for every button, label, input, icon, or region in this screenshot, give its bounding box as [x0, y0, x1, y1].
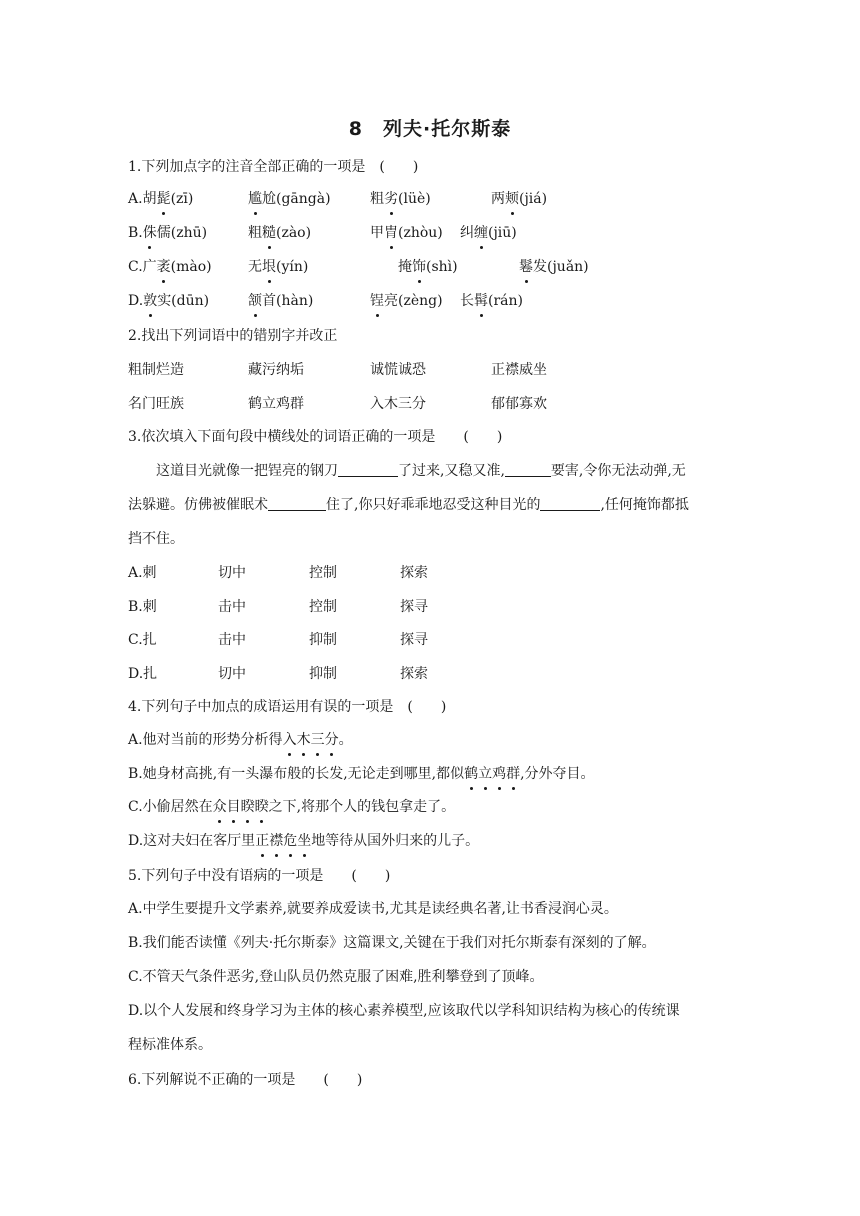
phonetic-annotation: 儒(zhū) [156, 225, 208, 241]
option-prefix: 长 [460, 293, 474, 309]
q3-passage-line-1 [128, 461, 748, 481]
q4-option-b: B.她身材高挑,有一头瀑布般的长发,无论走到哪里,都似鹤立鸡群,分外夺目。 [128, 766, 595, 782]
phonetic-annotation: (zào) [276, 225, 312, 241]
q1-option-item [398, 257, 458, 277]
q3-passage-line-2 [128, 495, 748, 515]
phonetic-annotation: 首(hàn) [262, 293, 314, 309]
q3-option-label: A.刺 [128, 565, 157, 581]
q1-option-item [128, 257, 212, 277]
q3-option-word: 探索 [400, 565, 428, 581]
dotted-character: 鸡 [492, 766, 507, 782]
option-prefix: 纠 [460, 225, 474, 241]
passage-text: 法躲避。仿佛被催眠术 [128, 497, 268, 513]
q2-word: 粗制烂造 [128, 362, 184, 378]
q3-option-word: 控制 [309, 565, 337, 581]
option-prefix: 粗 [370, 191, 384, 207]
passage-text: 住了,你只好乖乖地忍受这种目光的 [326, 497, 541, 513]
q1-option-item [370, 291, 443, 311]
dotted-character: 尴 [248, 191, 262, 207]
q3-passage-line-3: 挡不住。 [128, 531, 184, 547]
q3-option-word: 切中 [218, 565, 246, 581]
option-prefix: 掩 [398, 259, 412, 275]
q3-option-word: 抑制 [309, 666, 337, 682]
q5-option-a: A.中学生要提升文学素养,就要养成爱读书,尤其是读经典名著,让书香浸润心灵。 [128, 901, 618, 917]
phonetic-annotation: (rán) [488, 293, 523, 309]
dotted-character: 胄 [384, 225, 398, 241]
dotted-character: 髯 [474, 293, 488, 309]
q3-option-word: 击中 [218, 632, 246, 648]
dotted-character: 襟 [269, 833, 284, 849]
dotted-character: 袤 [156, 259, 171, 275]
phonetic-annotation: 实(dūn) [157, 293, 210, 309]
dotted-character: 垠 [262, 259, 276, 275]
dotted-idiom [255, 833, 311, 849]
dotted-character: 睽 [254, 799, 269, 815]
q4-option-a: A.他对当前的形势分析得入木三分。 [128, 732, 353, 748]
q5-option-d-line-2: 程标准体系。 [128, 1037, 212, 1053]
option-prefix: 无 [248, 259, 262, 275]
passage-text: 这道目光就像一把锃亮的钢刀 [156, 463, 338, 479]
dotted-character: 缠 [474, 225, 488, 241]
q3-option-word: 控制 [309, 599, 337, 615]
dotted-character: 坐 [297, 833, 312, 849]
q2-word: 鹤立鸡群 [248, 396, 304, 412]
q1-option-item [370, 189, 431, 209]
option-prefix: B. [128, 225, 143, 241]
dotted-idiom [283, 732, 339, 748]
q5-option-d-line-1: D.以个人发展和终身学习为主体的核心素养模型,应该取代以学科知识结构为核心的传统课 [128, 1003, 680, 1019]
phonetic-annotation: (lüè) [398, 191, 431, 207]
dotted-character: 立 [478, 766, 493, 782]
dotted-character: 侏 [142, 225, 157, 241]
q1-option-item [248, 257, 308, 277]
q1-option-item [460, 223, 517, 243]
dotted-character: 众 [212, 799, 227, 815]
q3-option-word: 抑制 [309, 632, 337, 648]
lesson-name: 列夫·托尔斯泰 [383, 118, 512, 140]
option-prefix: C.广 [128, 259, 157, 275]
q4-stem: 4.下列句子中加点的成语运用有误的一项是 ( ) [128, 699, 447, 715]
passage-text: 要害,令你无法动弹,无 [550, 463, 686, 479]
fill-blank-3 [268, 496, 326, 511]
q2-word: 正襟威坐 [491, 362, 547, 378]
q2-word: 入木三分 [370, 396, 426, 412]
phonetic-annotation: (mào) [170, 259, 212, 275]
fill-blank-1 [338, 462, 398, 477]
q1-option-item [491, 189, 547, 209]
dotted-character: 髭 [156, 191, 171, 207]
q1-option-item [248, 223, 311, 243]
q2-word: 名门旺族 [128, 396, 184, 412]
q2-word: 郁郁寡欢 [491, 396, 547, 412]
dotted-character: 睽 [240, 799, 255, 815]
phonetic-annotation: (zī) [170, 191, 194, 207]
lesson-title [0, 114, 860, 141]
q3-option-word: 击中 [218, 599, 246, 615]
dotted-character: 三 [310, 732, 325, 748]
q2-word: 藏污纳垢 [248, 362, 304, 378]
lesson-number: 8 [348, 118, 363, 140]
dotted-character: 敦 [143, 293, 158, 309]
q3-option-word: 切中 [218, 666, 246, 682]
phonetic-annotation: 尬(gāngà) [262, 191, 331, 207]
dotted-character: 目 [226, 799, 241, 815]
q1-option-item [519, 257, 589, 277]
dotted-character: 颔 [248, 293, 262, 309]
option-prefix: A.胡 [128, 191, 157, 207]
q1-option-item [370, 223, 443, 243]
q1-option-item [248, 291, 313, 311]
dotted-character: 群 [506, 766, 521, 782]
dotted-idiom [213, 799, 269, 815]
q3-option-word: 探寻 [400, 599, 428, 615]
dotted-character: 木 [296, 732, 311, 748]
dotted-character: 劣 [384, 191, 398, 207]
dotted-character: 正 [255, 833, 270, 849]
q5-option-b: B.我们能否读懂《列夫·托尔斯泰》这篇课文,关键在于我们对托尔斯泰有深刻的了解。 [128, 935, 656, 951]
phonetic-annotation: 发(juǎn) [533, 259, 589, 275]
q1-option-item [128, 223, 207, 243]
dotted-character: 锃 [370, 293, 384, 309]
dotted-character: 分 [324, 732, 339, 748]
dotted-character: 危 [283, 833, 298, 849]
q3-stem: 3.依次填入下面句段中横线处的词语正确的一项是 ( ) [128, 429, 503, 445]
q6-stem: 6.下列解说不正确的一项是 ( ) [128, 1072, 363, 1088]
phonetic-annotation: (zhòu) [398, 225, 443, 241]
q3-option-word: 探寻 [400, 632, 428, 648]
phonetic-annotation: 亮(zèng) [384, 293, 443, 309]
q3-option-label: C.扎 [128, 632, 157, 648]
dotted-character: 鹤 [464, 766, 479, 782]
q2-word: 诚慌诚恐 [370, 362, 426, 378]
dotted-character: 鬈 [519, 259, 533, 275]
q1-option-item [248, 189, 331, 209]
dotted-character: 糙 [262, 225, 276, 241]
q1-option-item [128, 189, 193, 209]
phonetic-annotation: (shì) [426, 259, 458, 275]
q1-option-item [128, 291, 209, 311]
phonetic-annotation: (jiū) [488, 225, 517, 241]
phonetic-annotation: (yín) [276, 259, 309, 275]
q1-option-item [460, 291, 523, 311]
q5-stem: 5.下列句子中没有语病的一项是 ( ) [128, 868, 391, 884]
fill-blank-4 [540, 496, 600, 511]
dotted-idiom [464, 766, 520, 782]
q4-option-d: D.这对夫妇在客厅里正襟危坐地等待从国外归来的儿子。 [128, 833, 480, 849]
option-prefix: 甲 [370, 225, 384, 241]
q3-option-label: D.扎 [128, 666, 158, 682]
dotted-character: 颊 [505, 191, 519, 207]
q3-option-label: B.刺 [128, 599, 157, 615]
fill-blank-2 [505, 462, 551, 477]
q1-stem: 1.下列加点字的注音全部正确的一项是 ( ) [128, 159, 419, 175]
dotted-character: 饰 [412, 259, 426, 275]
option-prefix: 粗 [248, 225, 262, 241]
q3-option-word: 探索 [400, 666, 428, 682]
option-prefix: D. [128, 293, 144, 309]
q4-option-c: C.小偷居然在众目睽睽之下,将那个人的钱包拿走了。 [128, 799, 456, 815]
passage-text: 了过来,又稳又准, [398, 463, 505, 479]
q2-stem: 2.找出下列词语中的错别字并改正 [128, 328, 338, 344]
option-prefix: 两 [491, 191, 505, 207]
dotted-character: 入 [282, 732, 297, 748]
passage-text: ,任何掩饰都抵 [600, 497, 689, 513]
q5-option-c: C.不管天气条件恶劣,登山队员仍然克服了困难,胜利攀登到了顶峰。 [128, 969, 544, 985]
phonetic-annotation: (jiá) [519, 191, 548, 207]
